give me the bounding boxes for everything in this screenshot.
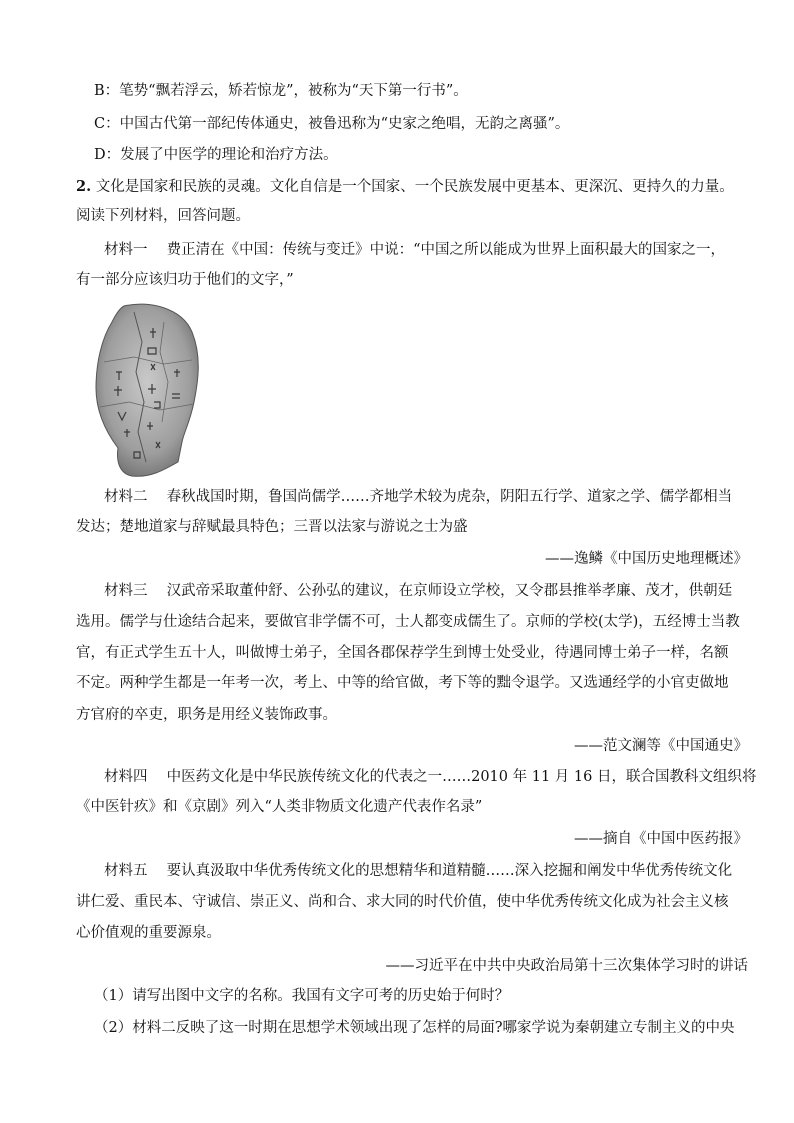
oracle-bone-image	[94, 302, 202, 480]
sub-question-1: （1）请写出图中文字的名称。我国有文字可考的历史始于何时？	[94, 988, 510, 1004]
material-3-line-3: 官，有正式学生五十人，叫做博士弟子，全国各郡保荐学生到博士处受业，待遇同博士弟子一样，名额	[76, 645, 729, 661]
option-b: B：笔势“飘若浮云，矫若惊龙”，被称为“天下第一行书”。	[94, 83, 468, 99]
material-2-line-1: 材料二 春秋战国时期，鲁国尚儒学……齐地学术较为虎杂，阴阳五行学、道家之学、儒学都相当	[104, 489, 733, 505]
material-2-source: ——逸鳞《中国历史地理概述》	[545, 551, 748, 567]
material-2-line-2: 发达；楚地道家与辞赋最具特色；三晋以法家与游说之士为盛	[76, 519, 468, 535]
sub-question-2: （2）材料二反映了这一时期在思想学术领域出现了怎样的局面?哪家学说为秦朝建立专制主义的中央	[94, 1020, 735, 1036]
material-3-line-5: 方官府的卒吏，职务是用经义装饰政事。	[76, 707, 337, 723]
material-5-line-1: 材料五 要认真汲取中华优秀传统文化的思想精华和道精髓……深入挖掘和阐发中华优秀传统文化	[104, 863, 733, 879]
material-4-source: ——摘自《中国中医药报》	[574, 831, 748, 847]
material-5-line-3: 心价值观的重要源泉。	[76, 925, 221, 941]
material-4-line-2: 《中医针疚》和《京剧》列入“人类非物质文化遗产代表作名录”	[76, 799, 483, 815]
material-1-line-1: 材料一 费正清在《中国：传统与变迁》中说：“中国之所以能成为世界上面积最大的国家之一，	[104, 242, 726, 258]
material-5-source: ——习近平在中共中央政治局第十三次集体学习时的讲话	[385, 958, 748, 974]
material-1-line-2: 有一部分应该归功于他们的文字，”	[76, 272, 294, 288]
question-2-number: 2.	[76, 178, 92, 195]
material-4-line-1: 材料四 中医药文化是中华民族传统文化的代表之一……2010 年 11 月 16 日，联合国教科文组织将	[104, 769, 757, 785]
question-2-instruction: 阅读下列材料，回答问题。	[76, 208, 250, 224]
material-5-line-2: 讲仁爱、重民本、守诚信、崇正义、尚和合、求大同的时代价值，使中华优秀传统文化成为社会主义核	[76, 894, 729, 910]
option-c: C：中国古代第一部纪传体通史，被鲁迅称为“史家之绝唱，无韵之离骚”。	[94, 116, 570, 132]
material-3-line-2: 选用。儒学与仕途结合起来，要做官非学儒不可，士人都变成儒生了。京师的学校(太学)，五经博士当教	[76, 614, 740, 630]
material-3-line-1: 材料三 汉武帝采取董仲舒、公孙弘的建议，在京师设立学校，又令郡县推举孝廉、茂才，供朝廷	[104, 583, 733, 599]
material-3-line-4: 不定。两种学生都是一年考一次，考上、中等的给官做，考下等的黜令退学。又选通经学的小官吏做地	[76, 675, 729, 691]
question-2-stem-text: 文化是国家和民族的灵魂。文化自信是一个国家、一个民族发展中更基本、更深沉、更持久的力量。	[95, 179, 734, 195]
option-d: D：发展了中医学的理论和治疗方法。	[94, 147, 338, 163]
material-3-source: ——范文澜等《中国通史》	[574, 738, 748, 754]
question-2-stem	[76, 177, 734, 197]
